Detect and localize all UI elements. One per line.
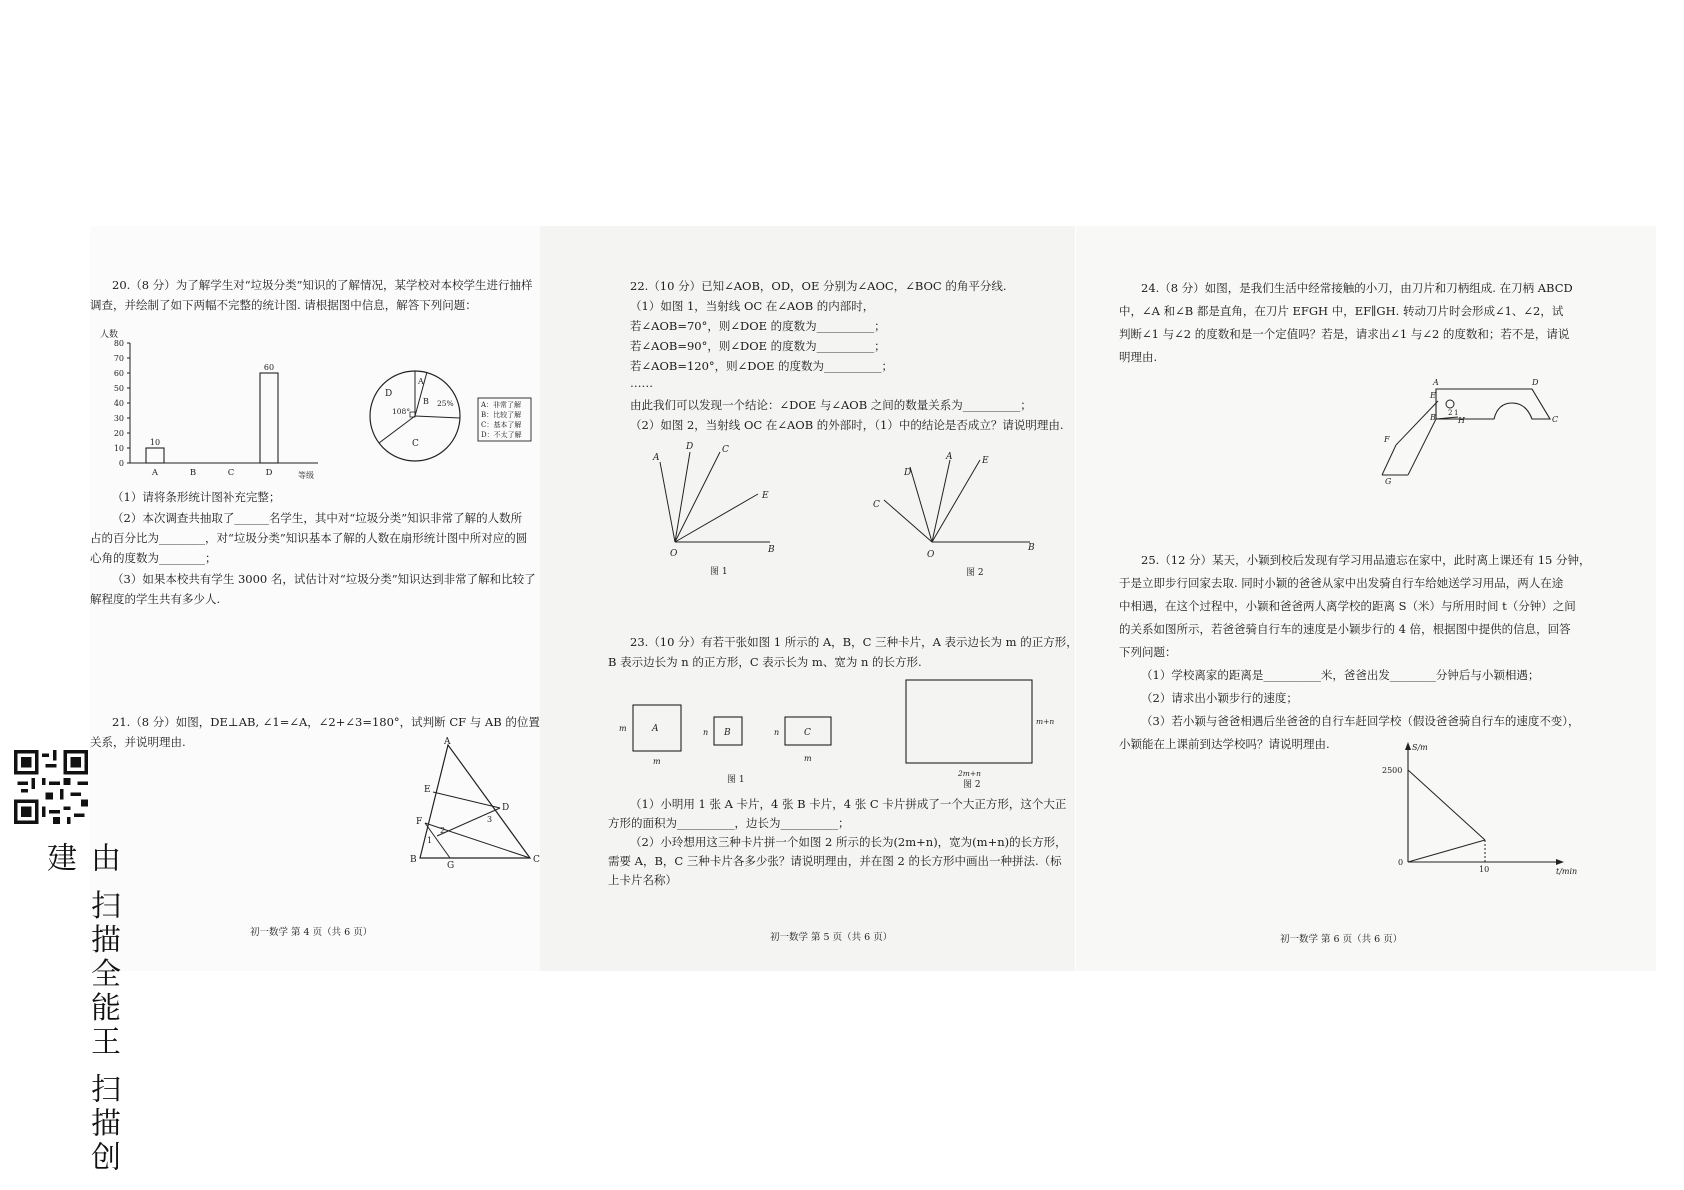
q20-sub2b: 占的百分比为________，对“垃圾分类”知识基本了解的人数在扇形统计图中所对应的圆 <box>90 531 528 545</box>
graph-y-2500: 2500 <box>1382 766 1403 775</box>
bar-chart-xlabel: 等级 <box>298 471 314 480</box>
q24-line3: 判断∠1 与∠2 的度数和是一个定值吗？若是，请求出∠1 与∠2 的度数和；若不是，请说 <box>1119 327 1570 341</box>
q20-sub2a: （2）本次调查共抽取了______名学生，其中对“垃圾分类”知识非常了解的人数所 <box>112 511 523 525</box>
q21-triangle-figure <box>400 737 550 871</box>
q24-label-d: D <box>1532 378 1539 387</box>
q20-sub1: （1）请将条形统计图补充完整； <box>112 490 281 504</box>
footer-page-4: 初一数学 第 4 页（共 6 页） <box>250 927 373 938</box>
q21-label-a: A <box>444 737 451 747</box>
card-c-label: C <box>804 728 811 738</box>
q22-fig2-caption: 图 2 <box>966 568 984 578</box>
q22-sub1: （1）如图 1，当射线 OC 在∠AOB 的内部时， <box>630 299 875 313</box>
bar-chart <box>90 325 330 485</box>
pie-legend-d: D：不太了解 <box>481 431 522 439</box>
pie-percent: 25% <box>437 399 454 408</box>
pie-label-c: C <box>412 439 419 449</box>
q21-label-d: D <box>502 803 510 813</box>
q22-conclusion: 由此我们可以发现一个结论：∠DOE 与∠AOB 之间的数量关系为__________； <box>630 398 1032 412</box>
q25-sub2: （2）请求出小颖步行的速度； <box>1141 691 1298 705</box>
q24-angle-1: 1 <box>1454 409 1459 417</box>
card-c-bottom: m <box>804 754 812 763</box>
y-tick-label: 30 <box>113 414 124 423</box>
y-tick-label: 40 <box>113 399 124 408</box>
q20-line1: 20.（8 分）为了解学生对“垃圾分类”知识的了解情况，某学校对本校学生进行抽样 <box>112 278 533 292</box>
q24-label-g: G <box>1385 477 1392 486</box>
q23-fig2-caption: 图 2 <box>963 780 981 790</box>
y-tick-label: 80 <box>113 339 124 348</box>
q21-label-f: F <box>416 817 423 827</box>
q24-line4: 明理由. <box>1119 350 1158 364</box>
pie-label-b: B <box>423 397 429 406</box>
q23-line2: B 表示边长为 n 的正方形，C 表示长为 m、宽为 n 的长方形. <box>608 655 922 669</box>
q22-f2-b: B <box>1028 543 1035 553</box>
card-a-bottom: m <box>653 757 661 766</box>
y-tick-label: 10 <box>113 444 124 453</box>
qr-code-icon <box>14 750 88 824</box>
q23-sub1b: 方形的面积为__________，边长为__________； <box>608 816 850 830</box>
q22-f1-b: B <box>768 545 775 555</box>
q22-f2-a: A <box>946 452 953 462</box>
q25-line4: 的关系如图所示，若爸爸骑自行车的速度是小颖步行的 4 倍，根据图中提供的信息，回答 <box>1119 622 1571 636</box>
q25-distance-time-graph <box>1382 740 1590 876</box>
q21-label-g: G <box>447 861 455 871</box>
graph-x-10: 10 <box>1479 865 1490 874</box>
q24-angle-2: 2 <box>1448 409 1453 417</box>
category-label: C <box>227 468 235 478</box>
q21-line2: 关系，并说明理由. <box>90 735 186 749</box>
q24-label-f: F <box>1384 435 1390 444</box>
q24-label-h: H <box>1458 416 1465 425</box>
card-c-side: n <box>774 728 780 737</box>
q23-sub1a: （1）小明用 1 张 A 卡片，4 张 B 卡片，4 张 C 卡片拼成了一个大正方形，这个大正 <box>630 797 1067 811</box>
q25-sub3a: （3）若小颖与爸爸相遇后坐爸爸的自行车赶回学校（假设爸爸骑自行车的速度不变）， <box>1141 714 1580 728</box>
q22-f1-d: D <box>686 442 694 452</box>
card-b-side: n <box>703 728 709 737</box>
q24-line2: 中，∠A 和∠B 都是直角，在刀片 EFGH 中，EF∥GH. 转动刀片时会形成∠1、∠2，试 <box>1119 304 1564 318</box>
q24-label-e: E <box>1430 391 1436 400</box>
category-label: B <box>189 468 197 478</box>
q23-sub2c: 上卡片名称） <box>608 873 677 887</box>
q20-sub3b: 解程度的学生共有多少人. <box>90 592 221 606</box>
bar-A <box>146 448 164 463</box>
q22-sub2: （2）如图 2，当射线 OC 在∠AOB 的外部时，（1）中的结论是否成立？请说明理由. <box>630 418 1064 432</box>
q24-label-a: A <box>1433 378 1439 387</box>
fig2-dim-right: m+n <box>1036 717 1055 726</box>
q21-angle-1: 1 <box>427 836 433 845</box>
q22-figure-2 <box>860 445 1040 585</box>
q25-line1: 25.（12 分）某天，小颖到校后发现有学习用品遗忘在家中，此时离上课还有 15 分钟， <box>1141 553 1591 567</box>
q21-label-e: E <box>424 785 431 795</box>
bar-D <box>260 373 278 463</box>
q25-line2: 于是立即步行回家去取. 同时小颖的爸爸从家中出发骑自行车给她送学习用品，两人在途 <box>1119 576 1564 590</box>
card-b-label: B <box>724 728 731 738</box>
y-tick-label: 70 <box>113 354 124 363</box>
q22-fig1-caption: 图 1 <box>710 567 728 577</box>
card-a-label: A <box>652 724 659 734</box>
q23-cards-figure <box>615 670 1085 795</box>
q22-f2-o: O <box>927 550 935 560</box>
q22-f1-a: A <box>653 453 660 463</box>
bar-chart-ylabel: 人数 <box>100 330 119 340</box>
y-tick-label: 20 <box>113 429 124 438</box>
footer-page-6: 初一数学 第 6 页（共 6 页） <box>1280 934 1403 945</box>
q22-f2-c: C <box>873 500 880 510</box>
q23-fig1-caption: 图 1 <box>727 775 745 785</box>
q25-line3: 中相遇，在这个过程中，小颖和爸爸两人离学校的距离 S（米）与所用时间 t（分钟）之间 <box>1119 599 1576 613</box>
q23-sub2a: （2）小玲想用这三种卡片拼一个如图 2 所示的长为(2m+n)，宽为(m+n)的长方形， <box>630 835 1067 849</box>
pie-label-d: D <box>385 389 393 399</box>
category-label: A <box>151 468 159 478</box>
q24-knife-figure <box>1360 375 1560 490</box>
q25-sub1: （1）学校离家的距离是__________米，爸爸出发________分钟后与小颖相遇； <box>1141 668 1540 682</box>
q22-figure-1 <box>650 440 790 580</box>
q23-sub2b: 需要 A，B，C 三种卡片各多少张？请说明理由，并在图 2 的长方形中画出一种拼法.（标 <box>608 854 1062 868</box>
q20-sub3a: （3）如果本校共有学生 3000 名，试估计对“垃圾分类”知识达到非常了解和比较了 <box>112 572 536 586</box>
footer-page-5: 初一数学 第 5 页（共 6 页） <box>770 932 893 943</box>
q21-angle-3: 3 <box>487 815 493 824</box>
q23-line1: 23.（10 分）有若干张如图 1 所示的 A，B，C 三种卡片，A 表示边长为 m 的正方形， <box>630 635 1078 649</box>
q22-f1-e: E <box>762 491 769 501</box>
q22-dots: …… <box>630 376 653 390</box>
q22-f1-c: C <box>722 445 729 455</box>
q22-line-90: 若∠AOB=90°，则∠DOE 的度数为__________； <box>630 339 886 353</box>
q20-line2: 调查，并绘制了如下两幅不完整的统计图. 请根据图中信息，解答下列问题： <box>90 298 477 312</box>
q24-label-b: B <box>1430 413 1436 422</box>
q22-line1: 22.（10 分）已知∠AOB，OD，OE 分别为∠AOC，∠BOC 的角平分线. <box>630 279 1007 293</box>
q22-line-120: 若∠AOB=120°，则∠DOE 的度数为__________； <box>630 359 893 373</box>
y-tick-label: 0 <box>118 459 124 468</box>
scanner-watermark: 由 扫描全能王 扫描创建 <box>41 842 120 1176</box>
q22-line-70: 若∠AOB=70°，则∠DOE 的度数为__________； <box>630 319 886 333</box>
q22-f1-o: O <box>670 549 678 559</box>
pie-chart <box>365 368 545 468</box>
pie-legend-c: C：基本了解 <box>481 421 522 429</box>
pie-label-a: A <box>418 377 424 386</box>
q20-sub2c: 心角的度数为________； <box>90 551 217 565</box>
q24-line1: 24.（8 分）如图，是我们生活中经常接触的小刀，由刀片和刀柄组成. 在刀柄 ABCD <box>1141 281 1573 295</box>
bar-data-label: 60 <box>263 363 275 372</box>
q24-label-c: C <box>1552 415 1559 424</box>
pie-legend-b: B：比较了解 <box>481 411 522 419</box>
pie-angle: 108° <box>392 407 411 416</box>
category-label: D <box>265 468 273 478</box>
q25-line5: 下列问题： <box>1119 645 1177 659</box>
card-a-side: m <box>619 724 627 733</box>
q22-f2-d: D <box>904 468 912 478</box>
q21-line1: 21.（8 分）如图，DE⊥AB, ∠1=∠A，∠2+∠3=180°，试判断 CF 与 AB 的位置 <box>112 715 540 729</box>
graph-x-label: t/min <box>1556 867 1578 876</box>
q25-sub3b: 小颖能在上课前到达学校吗？请说明理由. <box>1119 737 1330 751</box>
q21-label-c: C <box>533 855 540 865</box>
pie-legend-a: A：非常了解 <box>481 401 522 409</box>
graph-y-label: S/m <box>1412 743 1428 752</box>
graph-origin: 0 <box>1398 858 1404 867</box>
bar-data-label: 10 <box>149 438 161 447</box>
fig2-dim-bottom: 2m+n <box>958 769 981 778</box>
q21-angle-2: 2 <box>440 826 446 835</box>
y-tick-label: 50 <box>113 384 124 393</box>
y-tick-label: 60 <box>113 369 124 378</box>
q22-f2-e: E <box>982 456 989 466</box>
q21-label-b: B <box>410 855 417 865</box>
